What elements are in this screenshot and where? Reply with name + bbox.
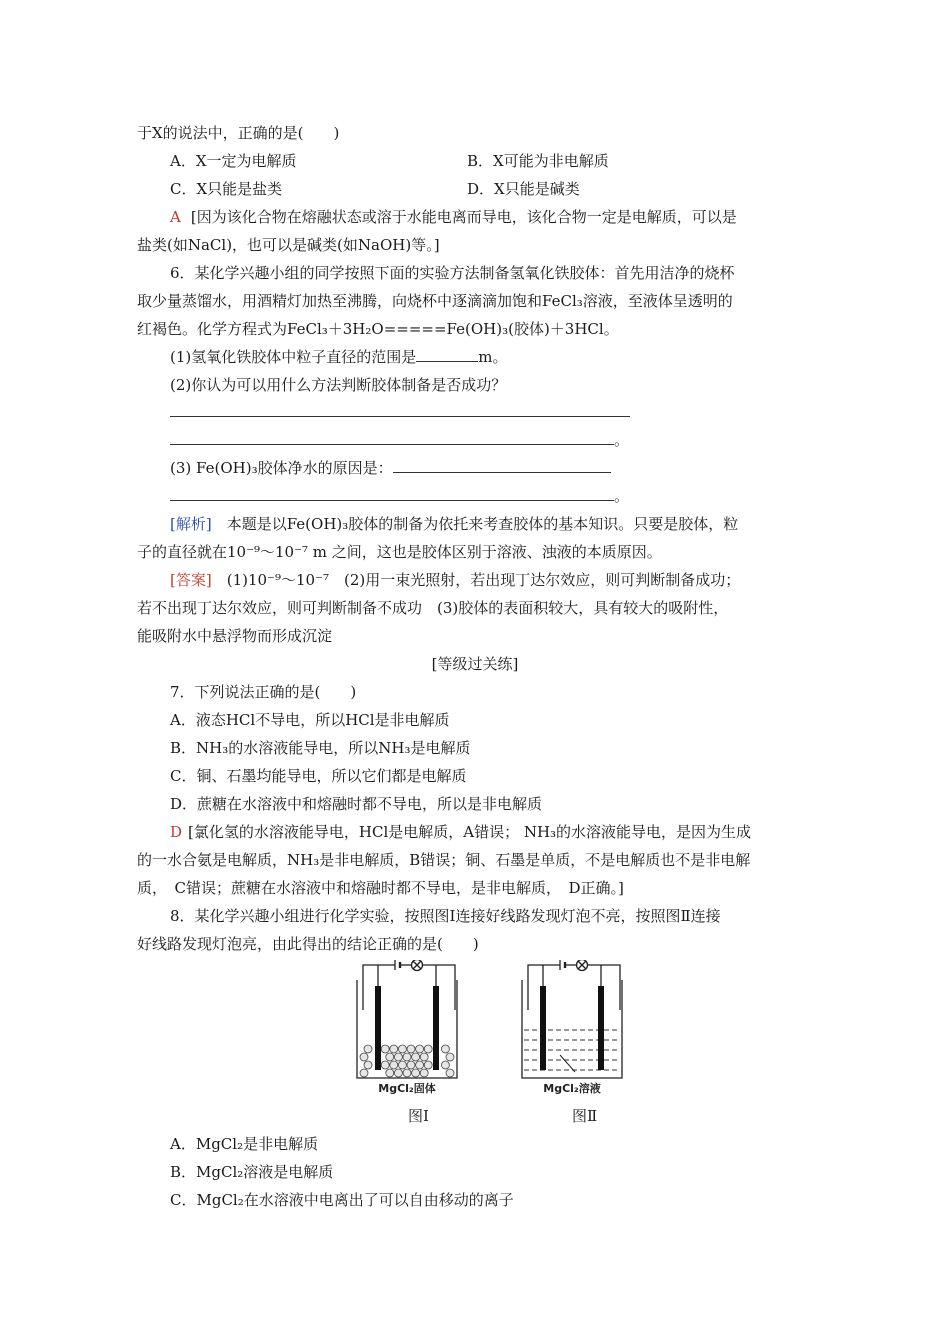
analysis-text-1: 本题是以Fe(OH)₃胶体的制备为依托来考查胶体的基本知识。只要是胶体，粒 bbox=[211, 515, 739, 533]
q7-option-a: A．液态HCl不导电，所以HCl是非电解质 bbox=[170, 711, 450, 729]
q7-option-c: C．铜、石墨均能导电，所以它们都是电解质 bbox=[170, 767, 467, 785]
q6-analysis-line-1 bbox=[170, 514, 738, 534]
answer-blank[interactable] bbox=[170, 402, 630, 417]
granule bbox=[412, 1069, 420, 1077]
answer-text-1: (1)10⁻⁹～10⁻⁷ (2)用一束光照射，若出现丁达尔效应，则可判断制备成功； bbox=[211, 571, 741, 589]
electrode-right bbox=[433, 986, 439, 1070]
granule bbox=[407, 1061, 415, 1069]
period-mark: 。 bbox=[614, 487, 630, 505]
granule bbox=[416, 1045, 424, 1053]
q6-sub2-answer-line-1[interactable] bbox=[170, 402, 630, 422]
q7-answer: D bbox=[170, 823, 183, 841]
q6-sub3-text: (3) Fe(OH)₃胶体净水的原因是： bbox=[170, 459, 393, 477]
q7-stem: 7．下列说法正确的是( ) bbox=[170, 683, 357, 701]
q5-answer: A bbox=[170, 208, 181, 226]
period-mark: 。 bbox=[614, 431, 630, 449]
q5-explanation-line-2: 盐类(如NaCl)，也可以是碱类(如NaOH)等。] bbox=[137, 236, 440, 254]
granule bbox=[364, 1045, 372, 1053]
q5-option-d: D．X只能是碱类 bbox=[467, 180, 580, 198]
answer-blank[interactable] bbox=[170, 430, 614, 445]
q6-stem-line-3: 红褐色。化学方程式为FeCl₃＋3H₂O=====Fe(OH)₃(胶体)＋3HCl。 bbox=[137, 320, 619, 338]
granule bbox=[386, 1053, 394, 1061]
q7-option-b: B．NH₃的水溶液能导电，所以NH₃是电解质 bbox=[170, 739, 471, 757]
figure-1-diagram bbox=[355, 960, 465, 1100]
granule bbox=[403, 1053, 411, 1061]
q5-option-a: A．X一定为电解质 bbox=[170, 152, 297, 170]
granule bbox=[424, 1061, 432, 1069]
q6-sub1-answer-blank[interactable] bbox=[416, 347, 478, 362]
q6-sub2-answer-line-2[interactable] bbox=[170, 430, 629, 450]
figure-1-label: MgCl₂固体 bbox=[378, 1082, 436, 1095]
q6-stem-line-2: 取少量蒸馏水，用酒精灯加热至沸腾，向烧杯中逐滴滴加饱和FeCl₃溶液，至液体呈透明的 bbox=[137, 292, 733, 310]
answer-tag: [答案] bbox=[170, 571, 212, 589]
q7-explanation-line-2: 的一水合氨是电解质，NH₃是非电解质，B错误；铜、石墨是单质，不是电解质也不是非电解 bbox=[137, 851, 751, 869]
granule bbox=[394, 1069, 402, 1077]
q8-stem-line-2: 好线路发现灯泡亮，由此得出的结论正确的是( ) bbox=[137, 935, 479, 953]
q6-stem-line-1: 6．某化学兴趣小组的同学按照下面的实验方法制备氢氧化铁胶体：首先用洁净的烧杯 bbox=[170, 264, 735, 282]
q7-explanation-text-1: [氯化氢的水溶液能导电，HCl是电解质，A错误； NH₃的水溶液能导电，是因为生成 bbox=[188, 823, 752, 841]
q6-sub1-text: (1)氢氧化铁胶体中粒子直径的范围是 bbox=[170, 348, 417, 366]
granule bbox=[424, 1045, 432, 1053]
q7-option-d: D．蔗糖在水溶液中和熔融时都不导电，所以是非电解质 bbox=[170, 795, 543, 813]
analysis-tag: [解析] bbox=[170, 515, 212, 533]
granule bbox=[364, 1061, 372, 1069]
granule bbox=[398, 1061, 406, 1069]
solution-surface bbox=[524, 1030, 620, 1070]
q8-stem-line-1: 8．某化学兴趣小组进行化学实验，按照图Ⅰ连接好线路发现灯泡不亮，按照图Ⅱ连接 bbox=[170, 907, 721, 925]
granule bbox=[398, 1045, 406, 1053]
granule bbox=[446, 1069, 454, 1077]
figure-2-diagram bbox=[520, 960, 630, 1100]
q6-answer-line-2: 若不出现丁达尔效应，则可判断制备不成功 (3)胶体的表面积较大，具有较大的吸附性， bbox=[137, 599, 729, 617]
q6-answer-line-3: 能吸附水中悬浮物而形成沉淀 bbox=[137, 627, 333, 645]
q5-explanation-line-1 bbox=[170, 207, 737, 227]
section-title: [等级过关练] bbox=[431, 655, 519, 673]
figure-1-caption: 图Ⅰ bbox=[408, 1107, 429, 1125]
granule bbox=[420, 1053, 428, 1061]
electrode-left bbox=[540, 986, 546, 1070]
granule bbox=[441, 1061, 449, 1069]
q7-explanation-line-3: 质， C错误；蔗糖在水溶液中和熔融时都不导电，是非电解质， D正确。] bbox=[137, 879, 624, 897]
granule bbox=[390, 1061, 398, 1069]
q6-sub-question-2: (2)你认为可以用什么方法判断胶体制备是否成功？ bbox=[170, 376, 507, 394]
q6-answer-line-1 bbox=[170, 570, 740, 590]
figure-2-caption: 图Ⅱ bbox=[572, 1107, 598, 1125]
q8-option-b: B．MgCl₂溶液是电解质 bbox=[170, 1163, 334, 1181]
granule bbox=[360, 1069, 368, 1077]
q5-option-b: B．X可能为非电解质 bbox=[467, 152, 609, 170]
q6-analysis-line-2: 子的直径就在10⁻⁹～10⁻⁷ m 之间，这也是胶体区别于溶液、浊液的本质原因。 bbox=[137, 543, 662, 561]
figure-2-label: MgCl₂溶液 bbox=[543, 1082, 601, 1095]
granule bbox=[394, 1053, 402, 1061]
q6-sub3-answer-line-2[interactable] bbox=[170, 486, 629, 506]
q6-sub-question-1 bbox=[170, 347, 507, 367]
q7-explanation-line-1 bbox=[170, 822, 751, 842]
q6-sub3-answer-blank[interactable] bbox=[393, 458, 611, 473]
granule bbox=[412, 1053, 420, 1061]
granule bbox=[381, 1045, 389, 1053]
granule bbox=[441, 1045, 449, 1053]
q6-sub1-unit: m。 bbox=[478, 348, 508, 366]
q8-option-a: A．MgCl₂是非电解质 bbox=[170, 1135, 319, 1153]
granule bbox=[360, 1053, 368, 1061]
electrode-right bbox=[598, 986, 604, 1070]
granule bbox=[381, 1061, 389, 1069]
granule bbox=[403, 1069, 411, 1077]
granule bbox=[390, 1045, 398, 1053]
granule bbox=[420, 1069, 428, 1077]
granule bbox=[386, 1069, 394, 1077]
granule bbox=[416, 1061, 424, 1069]
q5-stem-tail: 于X的说法中，正确的是( ) bbox=[137, 124, 340, 142]
solid-granules bbox=[360, 1045, 454, 1077]
q8-option-c: C．MgCl₂在水溶液中电离出了可以自由移动的离子 bbox=[170, 1191, 514, 1209]
q6-sub-question-3 bbox=[170, 458, 611, 478]
beaker-outline bbox=[522, 980, 622, 1078]
pointer-line bbox=[560, 1055, 575, 1072]
q5-explanation-text-1: [因为该化合物在熔融状态或溶于水能电离而导电，该化合物一定是电解质，可以是 bbox=[190, 208, 737, 226]
granule bbox=[446, 1053, 454, 1061]
granule bbox=[407, 1045, 415, 1053]
electrode-left bbox=[375, 986, 381, 1070]
answer-blank[interactable] bbox=[170, 486, 614, 501]
q5-option-c: C．X只能是盐类 bbox=[170, 180, 283, 198]
